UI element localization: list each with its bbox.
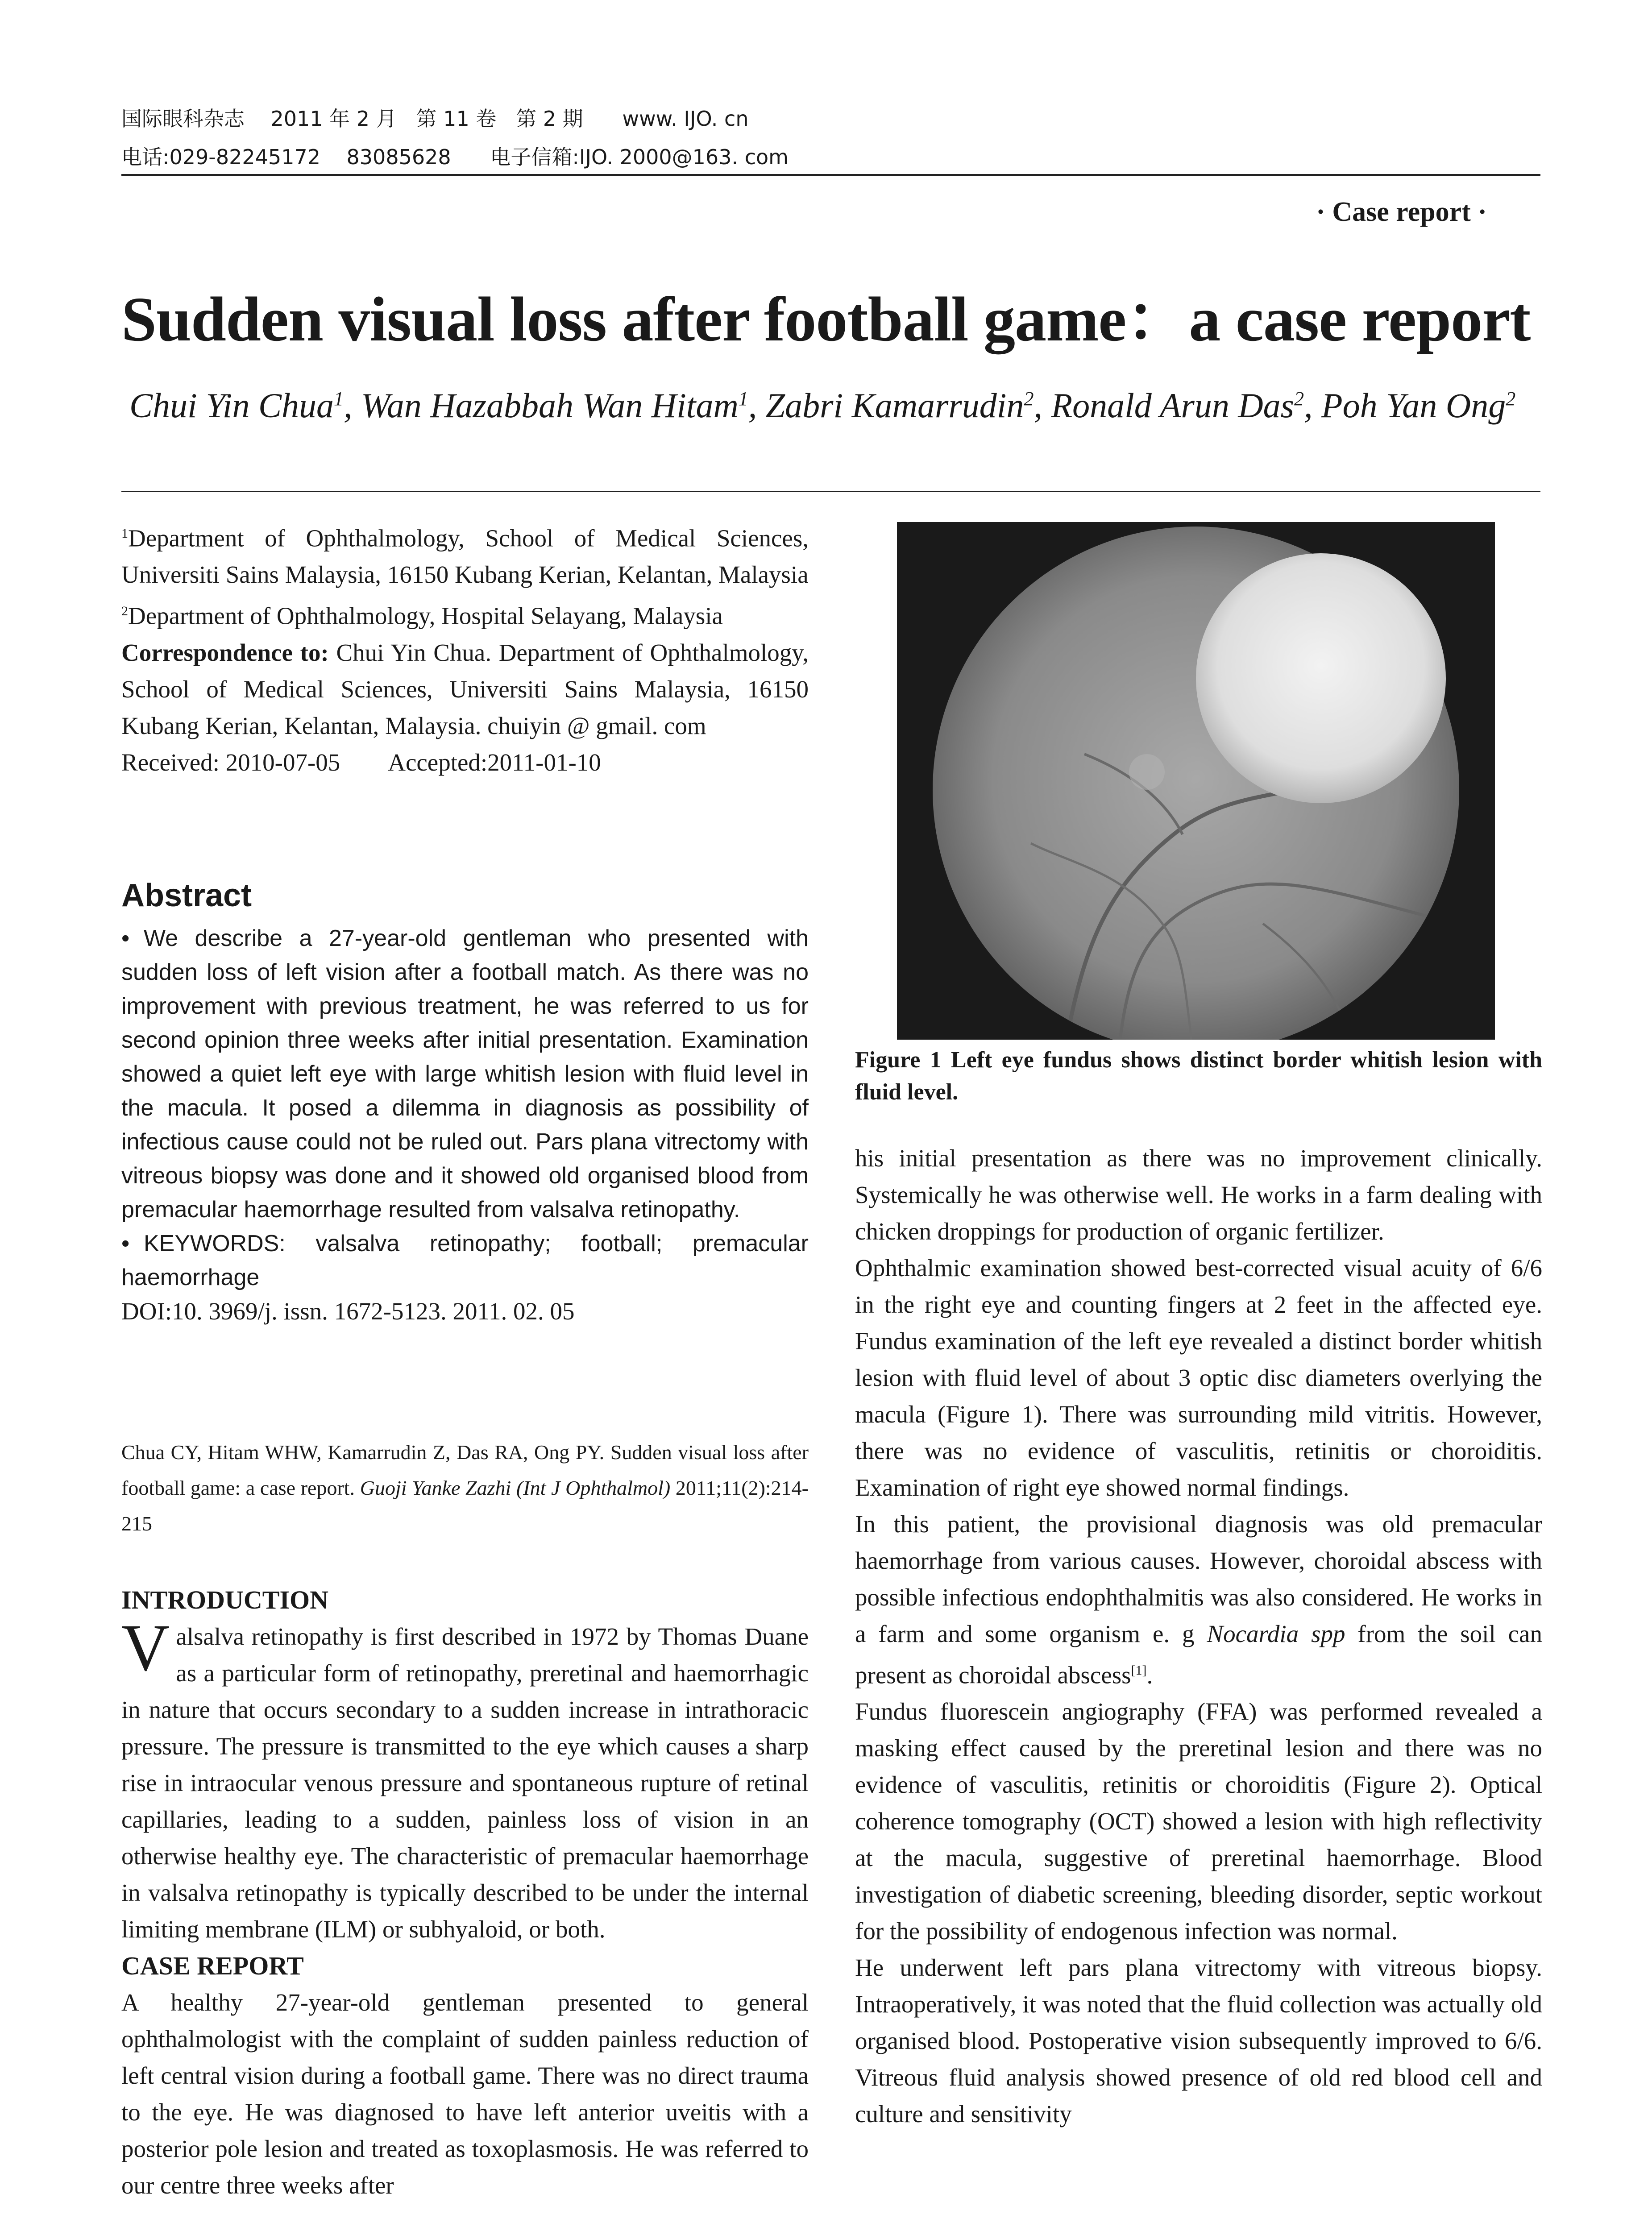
journal-header-line1: 国际眼科杂志 2011 年 2 月 第 11 卷 第 2 期 www. IJO. cn [121, 107, 749, 131]
author-name: Wan Hazabbah Wan Hitam [361, 386, 739, 425]
correspondence-text: Chui Yin Chua. Department of Ophthalmology, School of Medical Sciences, Universiti Sains Malaysia, 16150 Kubang Kerian, Kelantan, Malaysia. chuiyin @ gmail. com [121, 639, 809, 739]
bullet-icon: • [121, 925, 130, 951]
introduction-text: alsalva retinopathy is first described in 1972 by Thomas Duane as a particular form of retinopathy, preretinal and haemorrhagic in nature that occurs secondary to a sudden increase in intrathoracic pressure. The pressure is transmitted to the eye which causes a sharp rise in intraocular venous pressure and spontaneous rupture of retinal capillaries, leading to a sudden, painless loss of vision in an otherwise healthy eye. The characteristic of premacular haemorrhage in valsalva retinopathy is typically described to be under the internal limiting membrane (ILM) or subhyaloid, or both. [121, 1623, 809, 1943]
author-list: Chui Yin Chua$^1$, Wan Hazabbah Wan Hitam$^1$, Zabri Kamarrudin$^2$, Ronald Arun Das$^2$, Poh Yan Ong$^2$ [129, 386, 1516, 425]
keywords-text: KEYWORDS: valsalva retinopathy; football; premacular haemorrhage [121, 1231, 809, 1290]
paragraph: He underwent left pars plana vitrectomy with vitreous biopsy. Intraoperatively, it was noted that the fluid collection was actually old organised blood. Postoperative vision subsequently improved to 6/6. Vitreous fluid analysis showed presence of old red blood cell and culture and sensitivity [855, 1954, 1542, 2128]
author-name: Ronald Arun Das [1051, 386, 1295, 425]
author-name: Chui Yin Chua [129, 386, 334, 425]
correspondence-label: Correspondence to: [121, 639, 329, 666]
introduction-heading: INTRODUCTION [121, 1585, 329, 1614]
fundus-image [897, 522, 1495, 1040]
article-title: Sudden visual loss after football game：a case report [121, 284, 1531, 354]
paragraph-text: In this patient, the provisional diagnosis was old premacular haemorrhage from various causes. However, choroidal abscess with possible infectious endophthalmitis was also considered. He works in a farm and some organism e. g [855, 1510, 1542, 1647]
citation-text: Chua CY, Hitam WHW, Kamarrudin Z, Das RA, Ong PY. Sudden visual loss after football game: a case report. [121, 1441, 809, 1499]
header-rule [121, 174, 1540, 176]
author-affiliation-mark: 2 [1506, 388, 1516, 410]
section-tag: · Case report · [1316, 197, 1487, 227]
abstract-body [121, 921, 809, 1227]
affiliation-2 [121, 593, 809, 634]
introduction-body [121, 1611, 809, 1948]
author-affiliation-mark: 2 [1294, 388, 1304, 410]
affiliation-2-text: Department of Ophthalmology, Hospital Selayang, Malaysia [128, 602, 723, 630]
affiliation-1-text: Department of Ophthalmology, School of Medical Sciences, Universiti Sains Malaysia, 16150 Kubang Kerian, Kelantan, Malaysia [121, 524, 809, 589]
paragraph-text: from the soil can present as choroidal abscess [855, 1620, 1542, 1689]
affiliations [121, 515, 809, 781]
keywords [121, 1227, 809, 1294]
author-affiliation-mark: 1 [333, 388, 344, 410]
fundus-photograph [897, 522, 1495, 1040]
abstract-text: We describe a 27-year-old gentleman who presented with sudden loss of left vision after a football match. As there was no improvement with previous treatment, he was referred to us for second opinion three weeks after initial presentation. Examination showed a quiet left eye with large whitish lesion with fluid level in the macula. It posed a dilemma in diagnosis as possibility of infectious cause could not be ruled out. Pars plana vitrectomy with vitreous biopsy was done and it showed old organised blood from premacular haemorrhage resulted from valsalva retinopathy. [121, 925, 809, 1223]
citation-journal: Guoji Yanke Zazhi (Int J Ophthalmol) [360, 1476, 671, 1499]
abstract [121, 921, 809, 1328]
author-affiliation-mark: 2 [1024, 388, 1034, 410]
paragraph [855, 1506, 1542, 1693]
paragraph: his initial presentation as there was no improvement clinically. Systemically he was otherwise well. He works in a farm dealing with chicken droppings for production of organic fertilizer. [855, 1145, 1542, 1245]
drop-cap: V [121, 1611, 170, 1685]
figure-caption: Figure 1 Left eye fundus shows distinct border whitish lesion with fluid level. [855, 1047, 1542, 1105]
case-report-continued [855, 1140, 1542, 2132]
case-report-text: A healthy 27-year-old gentleman presented to general ophthalmologist with the complaint of sudden painless reduction of left central vision during a football game. There was no direct trauma to the eye. He was diagnosed to have left anterior uveitis with a posterior pole lesion and treated as toxoplasmosis. He was referred to our centre three weeks after [121, 1989, 809, 2199]
abstract-heading: Abstract [121, 878, 252, 913]
authors-rule [121, 491, 1540, 492]
citation [121, 1435, 809, 1542]
journal-header-line2: 电话:029-82245172 83085628 电子信箱:IJO. 2000@163. com [121, 145, 789, 169]
affiliation-1 [121, 515, 809, 593]
affiliation-mark: 1 [121, 526, 128, 541]
bullet-icon: • [121, 1231, 130, 1256]
received-accepted: Received: 2010-07-05 Accepted:2011-01-10 [121, 748, 601, 776]
introduction-section [121, 1582, 809, 2204]
author-affiliation-mark: 1 [738, 388, 748, 410]
citation-tail: 2011;11(2):214-215 [121, 1476, 809, 1535]
paragraph: Fundus fluorescein angiography (FFA) was performed revealed a masking effect caused by the preretinal lesion and there was no evidence of vasculitis, retinitis or choroiditis (Figure 2). Optical coherence tomography (OCT) showed a lesion with high reflectivity at the macula, suggestive of preretinal haemorrhage. Blood investigation of diabetic screening, bleeding disorder, septic workout for the possibility of endogenous infection was normal. [855, 1698, 1542, 1945]
reference-mark: [1] [1131, 1663, 1147, 1678]
author-name: Zabri Kamarrudin [765, 386, 1024, 425]
case-report-heading: CASE REPORT [121, 1951, 304, 1980]
whitish-lesion [1196, 553, 1446, 803]
author-name: Poh Yan Ong [1321, 386, 1506, 425]
affiliation-mark: 2 [121, 604, 128, 619]
paragraph: Ophthalmic examination showed best-corrected visual acuity of 6/6 in the right eye and counting fingers at 2 feet in the affected eye. Fundus examination of the left eye revealed a distinct border whitish lesion with fluid level of about 3 optic disc diameters overlying the macula (Figure 1). There was surrounding mild vitritis. However, there was no evidence of vasculitis, retinitis or choroiditis. Examination of right eye showed normal findings. [855, 1254, 1542, 1501]
paragraph-text: . [1146, 1661, 1153, 1689]
organism-name: Nocardia spp [1207, 1620, 1345, 1647]
doi: DOI:10. 3969/j. issn. 1672-5123. 2011. 02. 05 [121, 1298, 575, 1325]
correspondence [121, 634, 809, 744]
